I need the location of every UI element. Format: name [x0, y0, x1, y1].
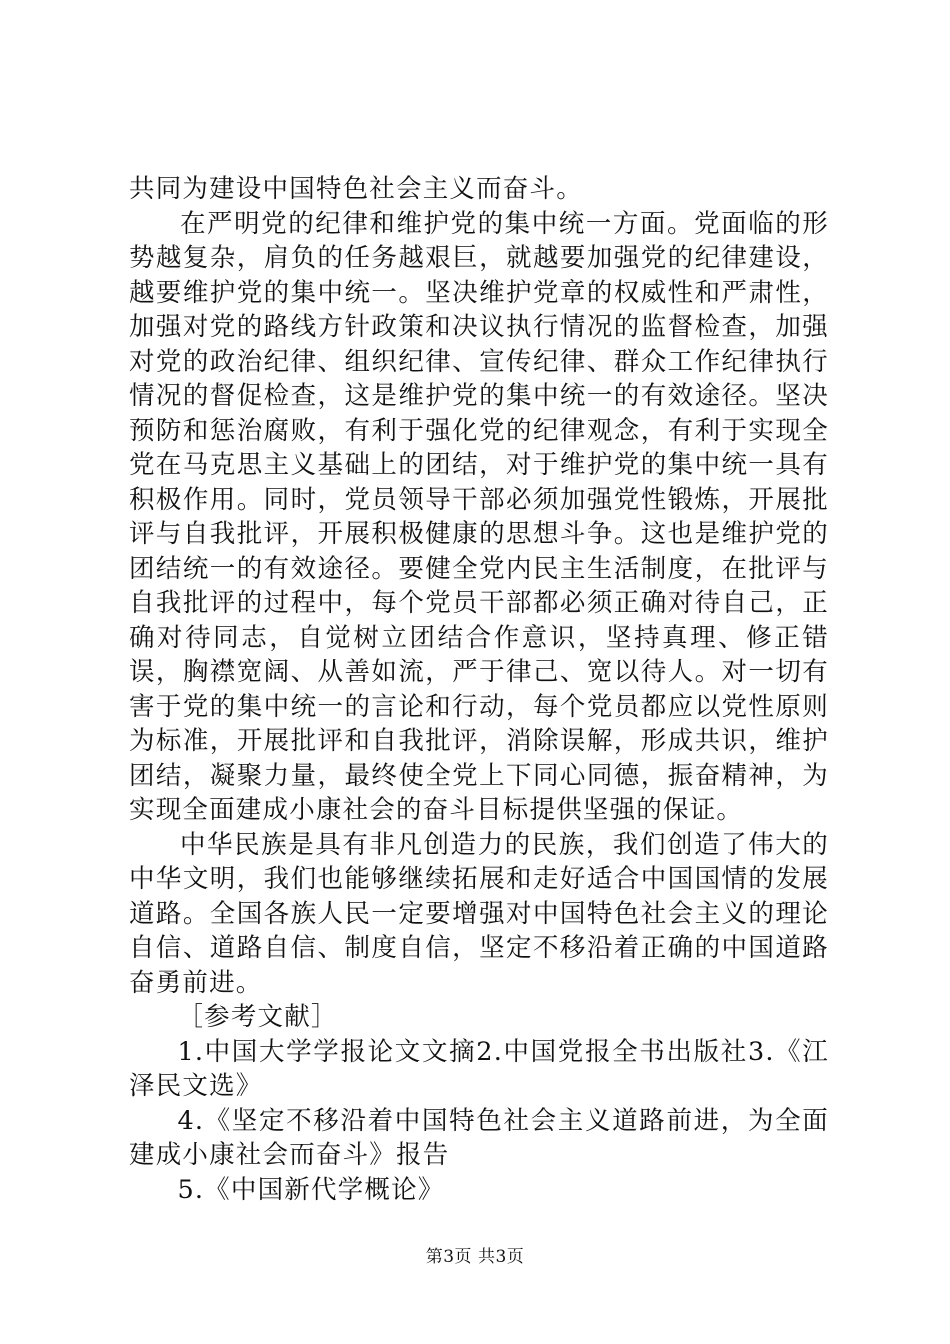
- reference-item: 4.《坚定不移沿着中国特色社会主义道路前进，为全面建成小康社会而奋斗》报告: [129, 1105, 829, 1170]
- reference-item: 1.中国大学学报论文文摘2.中国党报全书出版社3.《江泽民文选》: [129, 1036, 829, 1101]
- paragraph-conclusion: 中华民族是具有非凡创造力的民族，我们创造了伟大的中华文明，我们也能够继续拓展和走好适合中国国情的发展道路。全国各族人民一定要增强对中国特色社会主义的理论自信、道路自信、制度自信，坚定不移沿着正确的中国道路奋勇前进。: [129, 829, 829, 998]
- paragraph-discipline: 在严明党的纪律和维护党的集中统一方面。党面临的形势越复杂，肩负的任务越艰巨，就越要加强党的纪律建设，越要维护党的集中统一。坚决维护党章的权威性和严肃性，加强对党的路线方针政策和决议执行情况的监督检查，加强对党的政治纪律、组织纪律、宣传纪律、群众工作纪律执行情况的督促检查，这是维护党的集中统一的有效途径。坚决预防和惩治腐败，有利于强化党的纪律观念，有利于实现全党在马克思主义基础上的团结，对于维护党的集中统一具有积极作用。同时，党员领导干部必须加强党性锻炼，开展批评与自我批评，开展积极健康的思想斗争。这也是维护党的团结统一的有效途径。要健全党内民主生活制度，在批评与自我批评的过程中，每个党员干部都必须正确对待自己，正确对待同志，自觉树立团结合作意识，坚持真理、修正错误，胸襟宽阔、从善如流，严于律己、宽以待人。对一切有害于党的集中统一的言论和行动，每个党员都应以党性原则为标准，开展批评和自我批评，消除误解，形成共识，维护团结，凝聚力量，最终使全党上下同心同德，振奋精神，为实现全面建成小康社会的奋斗目标提供坚强的保证。: [129, 208, 829, 825]
- paragraph-continuation: 共同为建设中国特色社会主义而奋斗。: [129, 174, 583, 204]
- document-body: [129, 172, 829, 1207]
- page-number-footer: 第3页 共3页: [425, 1247, 525, 1267]
- references-heading: ［参考文献］: [177, 1002, 338, 1032]
- reference-item: 5.《中国新代学概论》: [177, 1174, 445, 1205]
